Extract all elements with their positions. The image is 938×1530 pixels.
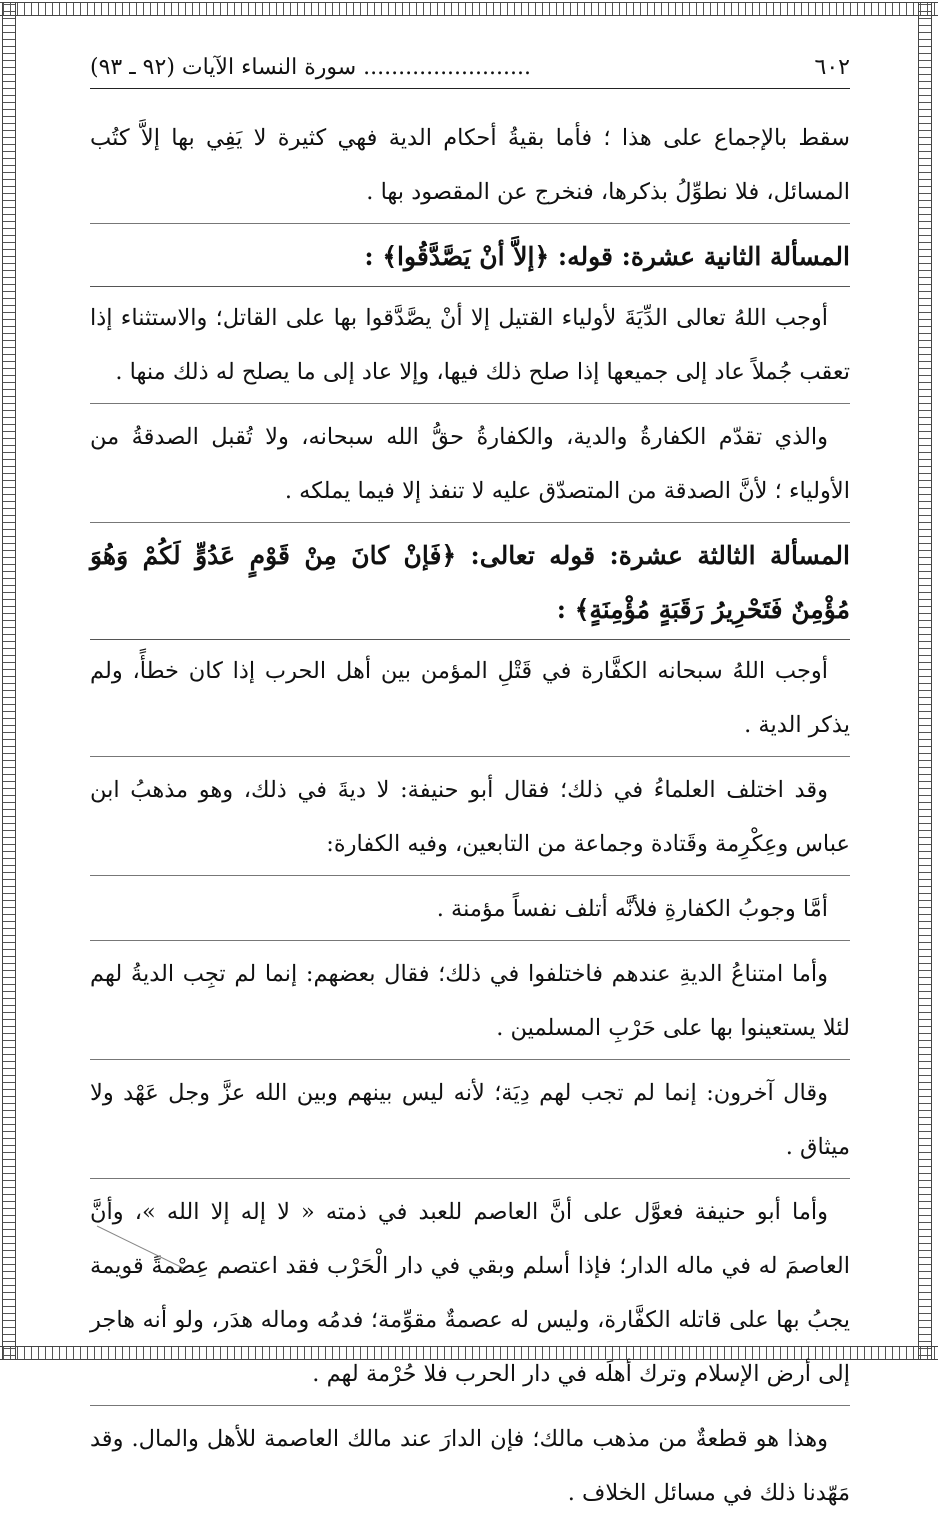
paragraph-2: [90, 291, 850, 404]
paragraph-9: [90, 1185, 850, 1406]
paragraph-text: سقط بالإجماع على هذا ؛ فأما بقيةُ أحكام الدية فهي كثيرة لا يَفِي بها إلاَّ كتُب المسائل، فلا نطوِّلُ بذكرها، فنخرج عن المقصود بها .: [90, 125, 850, 205]
section-heading-12: المسألة الثانية عشرة: قوله: ﴿إلاَّ أنْ يَصَّدَّقُوا﴾ :: [90, 230, 850, 287]
running-title: ........................ سورة النساء الآيات (٩٢ ـ ٩٣): [90, 55, 531, 80]
paragraph-4: [90, 644, 850, 757]
paragraph-5: [90, 763, 850, 876]
paragraph-6: [90, 882, 850, 941]
paragraph-text: وقال آخرون: إنما لم تجب لهم دِيَة؛ لأنه ليس بينهم وبين الله عزَّ وجل عَهْد ولا ميثاق .: [90, 1080, 850, 1160]
paragraph-10: [90, 1412, 850, 1524]
pencil-mark: [95, 1222, 185, 1272]
page-number: ٦٠٢: [814, 55, 850, 80]
paragraph-text: أوجب اللهُ تعالى الدِّيَةَ لأولياء القتيل إلا أنْ يصَّدَّقوا بها على القاتل؛ والاستثناء إذا تعقب جُملاً عاد إلى جميعها إذا صلح ذلك فيها، وإلا عاد إلى ما يصلح له ذلك منها .: [90, 305, 850, 385]
paragraph-3: [90, 410, 850, 523]
page-border-left: [2, 2, 16, 1359]
running-header: [90, 55, 850, 89]
paragraph-text: وقد اختلف العلماءُ في ذلك؛ فقال أبو حنيفة: لا ديةَ في ذلك، وهو مذهبُ ابن عباس وعِكْرِمة وقَتادة وجماعة من التابعين، وفيه الكفارة:: [90, 777, 850, 857]
paragraph-text: والذي تقدّم الكفارةُ والدية، والكفارةُ حقُّ الله سبحانه، ولا تُقبل الصدقةُ من الأولياء ؛ لأنَّ الصدقة من المتصدّق عليه لا تنفذ إلا فيما يملكه .: [90, 424, 850, 504]
paragraph-8: [90, 1066, 850, 1179]
page-border-top: [0, 2, 938, 16]
paragraph-text: وأما امتناعُ الديةِ عندهم فاختلفوا في ذلك؛ فقال بعضهم: إنما لم تجِب الديةُ لهم لئلا يستعينوا بها على حَرْبِ المسلمين .: [90, 961, 850, 1041]
paragraph-text: أوجب اللهُ سبحانه الكفَّارة في قَتْلِ المؤمن بين أهل الحرب إذا كان خطأً، ولم يذكر الدية .: [90, 658, 850, 738]
paragraph-text: وهذا هو قطعةٌ من مذهب مالك؛ فإن الدارَ عند مالك العاصمة للأهل والمال. وقد مَهّدنا ذلك في مسائل الخلاف .: [90, 1426, 850, 1506]
paragraph-text: أمَّا وجوبُ الكفارةِ فلأنَّه أتلف نفساً مؤمنة .: [436, 896, 828, 922]
page-border-right: [918, 2, 932, 1359]
section-heading-13: المسألة الثالثة عشرة: قوله تعالى: ﴿فَإنْ كانَ مِنْ قَوْمٍ عَدُوٍّ لَكُمْ وَهُوَ مُؤْمِنٌ فَتَحْرِيرُ رَقَبَةٍ مُؤْمِنَةٍ﴾ :: [90, 529, 850, 640]
page-content: [90, 55, 850, 1530]
paragraph-text: وأما أبو حنيفة فعوَّل على أنَّ العاصم للعبد في ذمته « لا إله إلا الله »، وأنَّ العاصمَ له في ماله الدار؛ فإذا أسلم وبقي في دار الْحَرْب فقد اعتصم عِصْمةً قويمة يجبُ بها على قاتله الكفَّارة، وليس له عصمةٌ مقوِّمة؛ فدمُه وماله هدَر، ولو أنه هاجر إلى أرض الإسلام وترك أهلَه في دار الحرب فلا حُرْمة لهم .: [90, 1199, 850, 1387]
paragraph-1: [90, 111, 850, 224]
paragraph-7: [90, 947, 850, 1060]
